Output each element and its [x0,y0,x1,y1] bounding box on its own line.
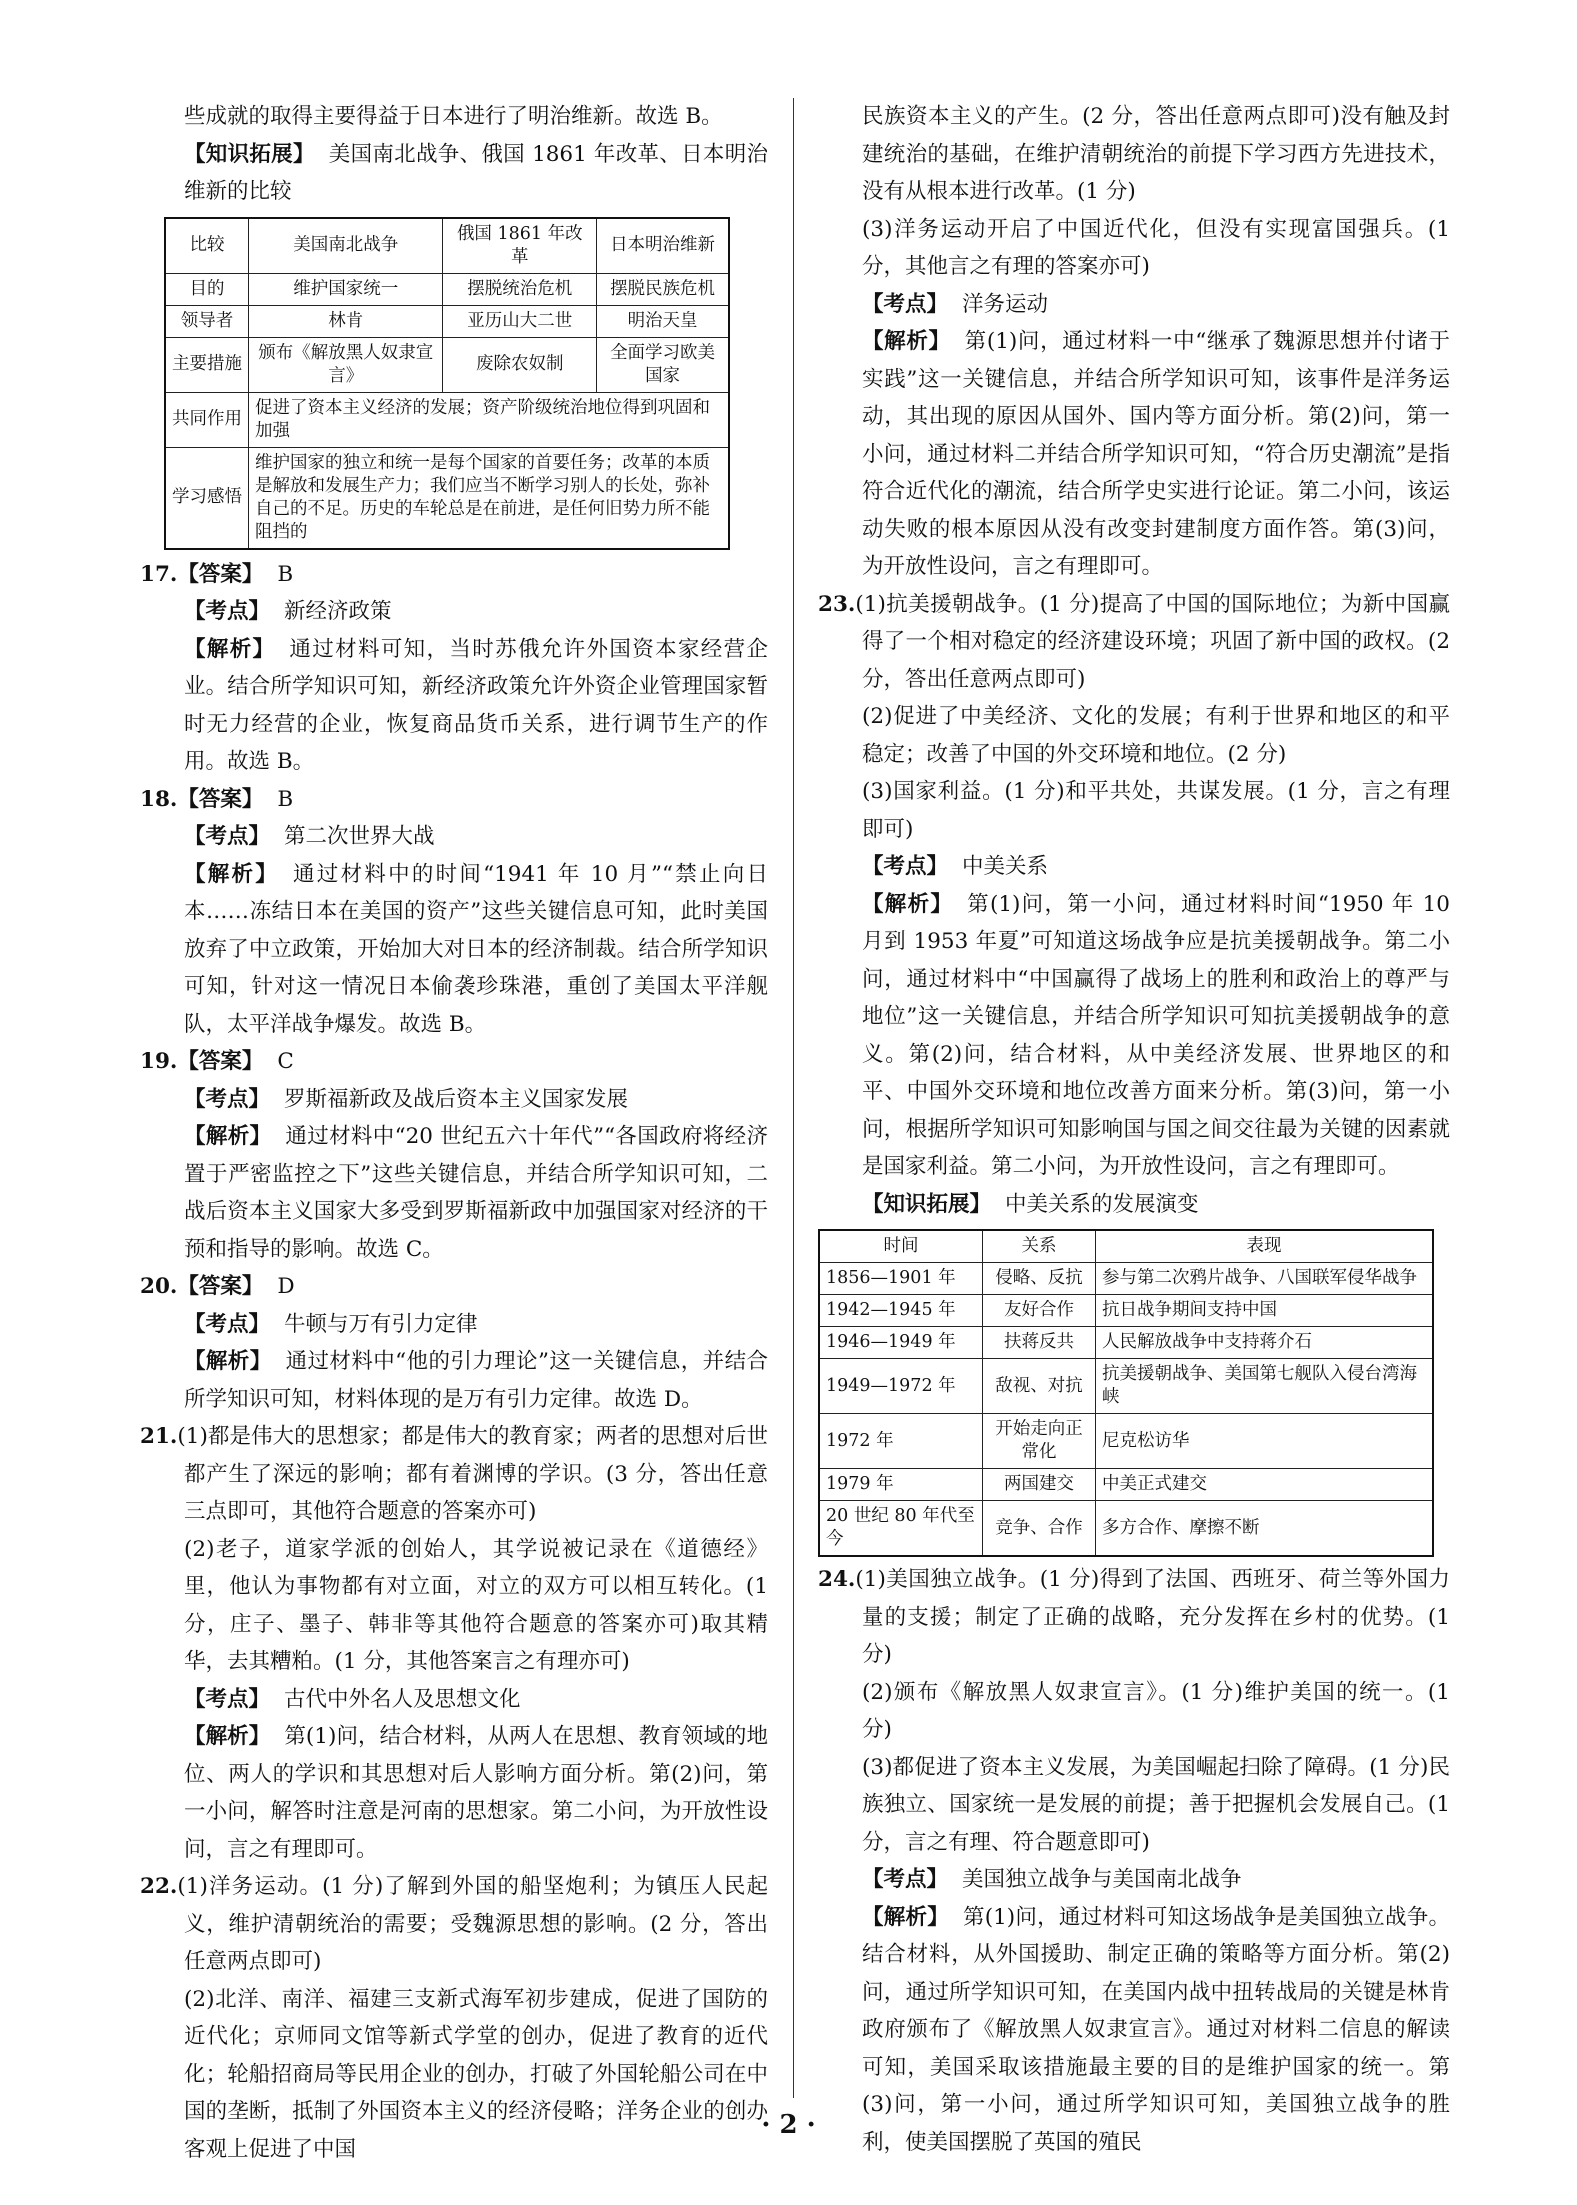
table-cell: 敌视、对抗 [983,1359,1096,1414]
question-21-topic [140,1681,768,1719]
table-row [165,273,729,305]
table-cell: 林肯 [249,305,443,337]
extension-tag: 【知识拓展】 [862,1191,992,1217]
table-cell: 领导者 [165,305,249,337]
column-divider [793,98,794,2098]
topic-tag: 【考点】 [862,854,949,879]
table-cell: 参与第二次鸦片战争、八国联军侵华战争 [1096,1263,1434,1295]
table-row [819,1295,1433,1327]
answer-tag: 【答案】 [177,1274,264,1299]
table-header: 美国南北战争 [249,218,443,274]
analysis-tag: 【解析】 [862,1904,949,1930]
question-21-part-1 [140,1418,768,1531]
table-cell: 维护国家统一 [249,273,443,305]
answer-value: D [277,1274,295,1299]
answer-text: (1)美国独立战争。(1 分)得到了法国、西班牙、荷兰等外国力量的支援；制定了正确的战略，充分发挥在乡村的优势。(1 分) [855,1567,1450,1667]
question-23-part-2: (2)促进了中美经济、文化的发展；有利于世界和地区的和平稳定；改善了中国的外交环境和地位。(2 分) [862,704,1450,767]
table-cell: 竞争、合作 [983,1501,1096,1557]
question-number: 22. [140,1874,178,1899]
extension-title: 美国南北战争、俄国 1861 年改革、日本明治维新的比较 [184,141,768,204]
table-cell: 1949—1972 年 [819,1359,983,1414]
question-19-topic [140,1081,768,1119]
table-row [819,1359,1433,1414]
table-cell: 扶蒋反共 [983,1327,1096,1359]
table-row [819,1414,1433,1469]
table-cell: 抗美援朝战争、美国第七舰队入侵台湾海峡 [1096,1359,1434,1414]
analysis-text: 第(1)问，通过材料可知这场战争是美国独立战争。结合材料，从外国援助、制定正确的策略等方面分析。第(2)问，通过所学知识可知，在美国内战中扭转战局的关键是林肯政府颁布了《解放黑人奴隶宣言》。通过对材料二信息的解读可知，美国采取该措施最主要的目的是维护国家的统一。第(3)问，第一小问，通过所学知识可知，美国独立战争的胜利，使美国摆脱了英国的殖民 [862,1904,1450,2155]
topic-value: 洋务运动 [962,291,1049,317]
question-23-part-1 [818,586,1450,699]
question-24-topic [818,1861,1450,1899]
topic-value: 第二次世界大战 [284,824,435,849]
analysis-text: 第(1)问，第一小问，通过材料时间“1950 年 10 月到 1953 年夏”可知道这场战争应是抗美援朝战争。第二小问，通过材料中“中国赢得了战场上的胜利和政治上的尊严与地位”这一关键信息，并结合所学知识可知抗美援朝战争的意义。第(2)问，结合材料，从中美经济发展、世界地区的和平、中国外交环境和地位改善方面来分析。第(3)问，第一小问，根据所学知识可知影响国与国之间交往最为关键的因素就是国家利益。第二小问，为开放性设问，言之有理即可。 [862,891,1450,1179]
analysis-tag: 【解析】 [184,636,276,662]
table-cell: 开始走向正常化 [983,1414,1096,1469]
analysis-text: 通过材料中“20 世纪五六十年代”“各国政府将经济置于严密监控之下”这些关键信息，并结合所学知识可知，二战后资本主义国家大多受到罗斯福新政中加强国家对经济的干预和指导的影响。故选 C。 [184,1124,768,1262]
question-number: 17. [140,561,178,587]
question-20-answer [140,1268,768,1306]
table-cell: 1979 年 [819,1469,983,1501]
topic-value: 美国独立战争与美国南北战争 [962,1867,1242,1892]
topic-value: 罗斯福新政及战后资本主义国家发展 [284,1086,629,1112]
table-cell: 亚历山大二世 [443,305,597,337]
table-cell: 维护国家的独立和统一是每个国家的首要任务；改革的本质是解放和发展生产力；我们应当不断学习别人的长处，弥补自己的不足。历史的车轮总是在前进，是任何旧势力所不能阻挡的 [249,447,730,549]
question-22-analysis [818,323,1450,586]
answer-text: (1)抗美援朝战争。(1 分)提高了中国的国际地位；为新中国赢得了一个相对稳定的经济建设环境；巩固了新中国的政权。(2 分，答出任意两点即可) [855,591,1450,692]
table-header: 关系 [983,1230,1096,1263]
extension-tag: 【知识拓展】 [184,141,315,167]
topic-value: 新经济政策 [284,599,392,624]
question-24-part-3: (3)都促进了资本主义发展，为美国崛起扫除了障碍。(1 分)民族独立、国家统一是发展的前提；善于把握机会发展自己。(1 分，言之有理、符合题意即可) [862,1754,1450,1855]
question-17-answer [140,556,768,594]
analysis-tag: 【解析】 [184,861,280,887]
table-row [819,1263,1433,1295]
topic-tag: 【考点】 [184,599,271,624]
table-cell: 明治天皇 [597,305,729,337]
topic-value: 古代中外名人及思想文化 [284,1686,521,1712]
topic-tag: 【考点】 [184,1086,271,1112]
question-19-analysis [140,1118,768,1268]
table-cell: 中美正式建交 [1096,1469,1434,1501]
extension-title: 中美关系的发展演变 [1005,1191,1199,1217]
table-header: 表现 [1096,1230,1434,1263]
analysis-text: 第(1)问，结合材料，从两人在思想、教育领域的地位、两人的学识和其思想对后人影响方面分析。第(2)问，第一小问，解答时注意是河南的思想家。第二小问，为开放性设问，言之有理即可。 [184,1724,768,1862]
table-cell: 人民解放战争中支持蒋介石 [1096,1327,1434,1359]
table-cell: 1856—1901 年 [819,1263,983,1295]
table-row [165,305,729,337]
table-cell: 1946—1949 年 [819,1327,983,1359]
relations-table [818,1229,1434,1557]
question-22-continued: 民族资本主义的产生。(2 分，答出任意两点即可)没有触及封建统治的基础，在维护清朝统治的前提下学习西方先进技术，没有从根本进行改革。(1 分) [862,104,1450,204]
answer-tag: 【答案】 [177,1049,264,1074]
answer-value: C [277,1049,294,1074]
table-cell: 废除农奴制 [443,337,597,392]
question-number: 20. [140,1274,178,1299]
table-header-row [165,218,729,274]
table-header: 时间 [819,1230,983,1263]
question-23-topic [818,848,1450,886]
question-22-part-2: (2)北洋、南洋、福建三支新式海军初步建成，促进了国防的近代化；京师同文馆等新式学堂的创办，促进了教育的近代化；轮船招商局等民用企业的创办，打破了外国轮船公司在中国的垄断，抵制了外国资本主义的经济侵略；洋务企业的创办客观上促进了中国 [184,1986,768,2162]
question-number: 18. [140,786,178,812]
table-header: 日本明治维新 [597,218,729,274]
table-row [165,337,729,392]
question-21-part-2: (2)老子，道家学派的创始人，其学说被记录在《道德经》里，他认为事物都有对立面，对立的双方可以相互转化。(1 分，庄子、墨子、韩非等其他符合题意的答案亦可)取其精华，去其糟粕。(1 分，其他答案言之有理亦可) [184,1536,768,1674]
question-18-analysis [140,856,768,1044]
table-cell: 共同作用 [165,392,249,447]
table-cell: 颁布《解放黑人奴隶宣言》 [249,337,443,392]
topic-tag: 【考点】 [862,1867,949,1892]
table-row [819,1469,1433,1501]
table-row [819,1501,1433,1557]
table-header-row [819,1230,1433,1263]
table-header: 俄国 1861 年改革 [443,218,597,274]
question-17-topic [140,593,768,631]
answer-value: B [277,786,294,812]
knowledge-extension [140,136,768,211]
analysis-text: 通过材料可知，当时苏俄允许外国资本家经营企业。结合所学知识可知，新经济政策允许外资企业管理国家暂时无力经营的企业，恢复商品货币关系，进行调节生产的作用。故选 B。 [184,636,768,774]
question-number: 23. [818,591,856,617]
table-cell: 尼克松访华 [1096,1414,1434,1469]
question-17-analysis [140,631,768,781]
topic-tag: 【考点】 [184,1311,271,1337]
topic-tag: 【考点】 [184,824,271,849]
table-cell: 友好合作 [983,1295,1096,1327]
question-22-part-3: (3)洋务运动开启了中国近代化，但没有实现富国强兵。(1 分，其他言之有理的答案亦可) [862,216,1450,279]
question-24-part-2: (2)颁布《解放黑人奴隶宣言》。(1 分)维护美国的统一。(1 分) [862,1679,1450,1742]
table-header: 比较 [165,218,249,274]
analysis-tag: 【解析】 [862,891,954,917]
analysis-tag: 【解析】 [184,1124,272,1149]
table-row [819,1327,1433,1359]
question-23-analysis [818,886,1450,1186]
table-cell: 全面学习欧美国家 [597,337,729,392]
right-column [818,98,1450,2161]
answer-tag: 【答案】 [177,786,264,812]
question-18-answer [140,781,768,819]
answer-text: (1)洋务运动。(1 分)了解到外国的船坚炮利；为镇压人民起义，维护清朝统治的需要；受魏源思想的影响。(2 分，答出任意两点即可) [177,1874,768,1974]
table-cell: 侵略、反抗 [983,1263,1096,1295]
table-cell: 20 世纪 80 年代至今 [819,1501,983,1557]
question-19-answer [140,1043,768,1081]
question-20-analysis [140,1343,768,1418]
topic-tag: 【考点】 [862,291,949,317]
question-number: 21. [140,1424,178,1449]
table-cell: 1972 年 [819,1414,983,1469]
question-21-analysis [140,1718,768,1868]
question-20-topic [140,1306,768,1344]
table-cell: 促进了资本主义经济的发展；资产阶级统治地位得到巩固和加强 [249,392,730,447]
table-cell: 多方合作、摩擦不断 [1096,1501,1434,1557]
topic-value: 中美关系 [962,854,1049,879]
question-number: 24. [818,1567,856,1592]
question-22-topic [818,286,1450,324]
answer-text: (1)都是伟大的思想家；都是伟大的教育家；两者的思想对后世都产生了深远的影响；都有着渊博的学识。(3 分，答出任意三点即可，其他符合题意的答案亦可) [177,1424,768,1524]
table-cell: 目的 [165,273,249,305]
analysis-tag: 【解析】 [862,329,951,354]
table-cell: 抗日战争期间支持中国 [1096,1295,1434,1327]
answer-tag: 【答案】 [177,561,264,587]
question-22-part-1 [140,1868,768,1981]
topic-tag: 【考点】 [184,1686,271,1712]
left-column [140,98,768,2168]
analysis-text: 通过材料中的时间“1941 年 10 月”“禁止向日本……冻结日本在美国的资产”这些关键信息可知，此时美国放弃了中立政策，开始加大对日本的经济制裁。结合所学知识可知，针对这一情况日本偷袭珍珠港，重创了美国太平洋舰队，太平洋战争爆发。故选 B。 [184,861,768,1037]
table-row [165,447,729,549]
analysis-text: 第(1)问，通过材料一中“继承了魏源思想并付诸于实践”这一关键信息，并结合所学知识可知，该事件是洋务运动，其出现的原因从国外、国内等方面分析。第(2)问，第一小问，通过材料二并结合所学知识可知，“符合历史潮流”是指符合近代化的潮流，结合所学史实进行论证。第二小问，该运动失败的根本原因从没有改变封建制度方面作答。第(3)问，为开放性设问，言之有理即可。 [862,329,1450,579]
table-cell: 摆脱民族危机 [597,273,729,305]
table-cell: 学习感悟 [165,447,249,549]
knowledge-extension [818,1186,1450,1224]
question-18-topic [140,818,768,856]
page-number: · 2 · [761,2110,816,2140]
table-cell: 1942—1945 年 [819,1295,983,1327]
table-cell: 摆脱统治危机 [443,273,597,305]
analysis-tag: 【解析】 [184,1349,272,1374]
question-24-part-1 [818,1561,1450,1674]
paragraph: 些成就的取得主要得益于日本进行了明治维新。故选 B。 [184,104,723,129]
question-number: 19. [140,1049,178,1074]
question-23-part-3: (3)国家利益。(1 分)和平共处，共谋发展。(1 分，言之有理即可) [862,779,1450,842]
analysis-text: 通过材料中“他的引力理论”这一关键信息，并结合所学知识可知，材料体现的是万有引力定律。故选 D。 [184,1349,768,1412]
topic-value: 牛顿与万有引力定律 [284,1311,478,1337]
table-row [165,392,729,447]
comparison-table [164,217,730,550]
table-cell: 两国建交 [983,1469,1096,1501]
answer-value: B [277,561,294,587]
analysis-tag: 【解析】 [184,1724,271,1749]
table-cell: 主要措施 [165,337,249,392]
